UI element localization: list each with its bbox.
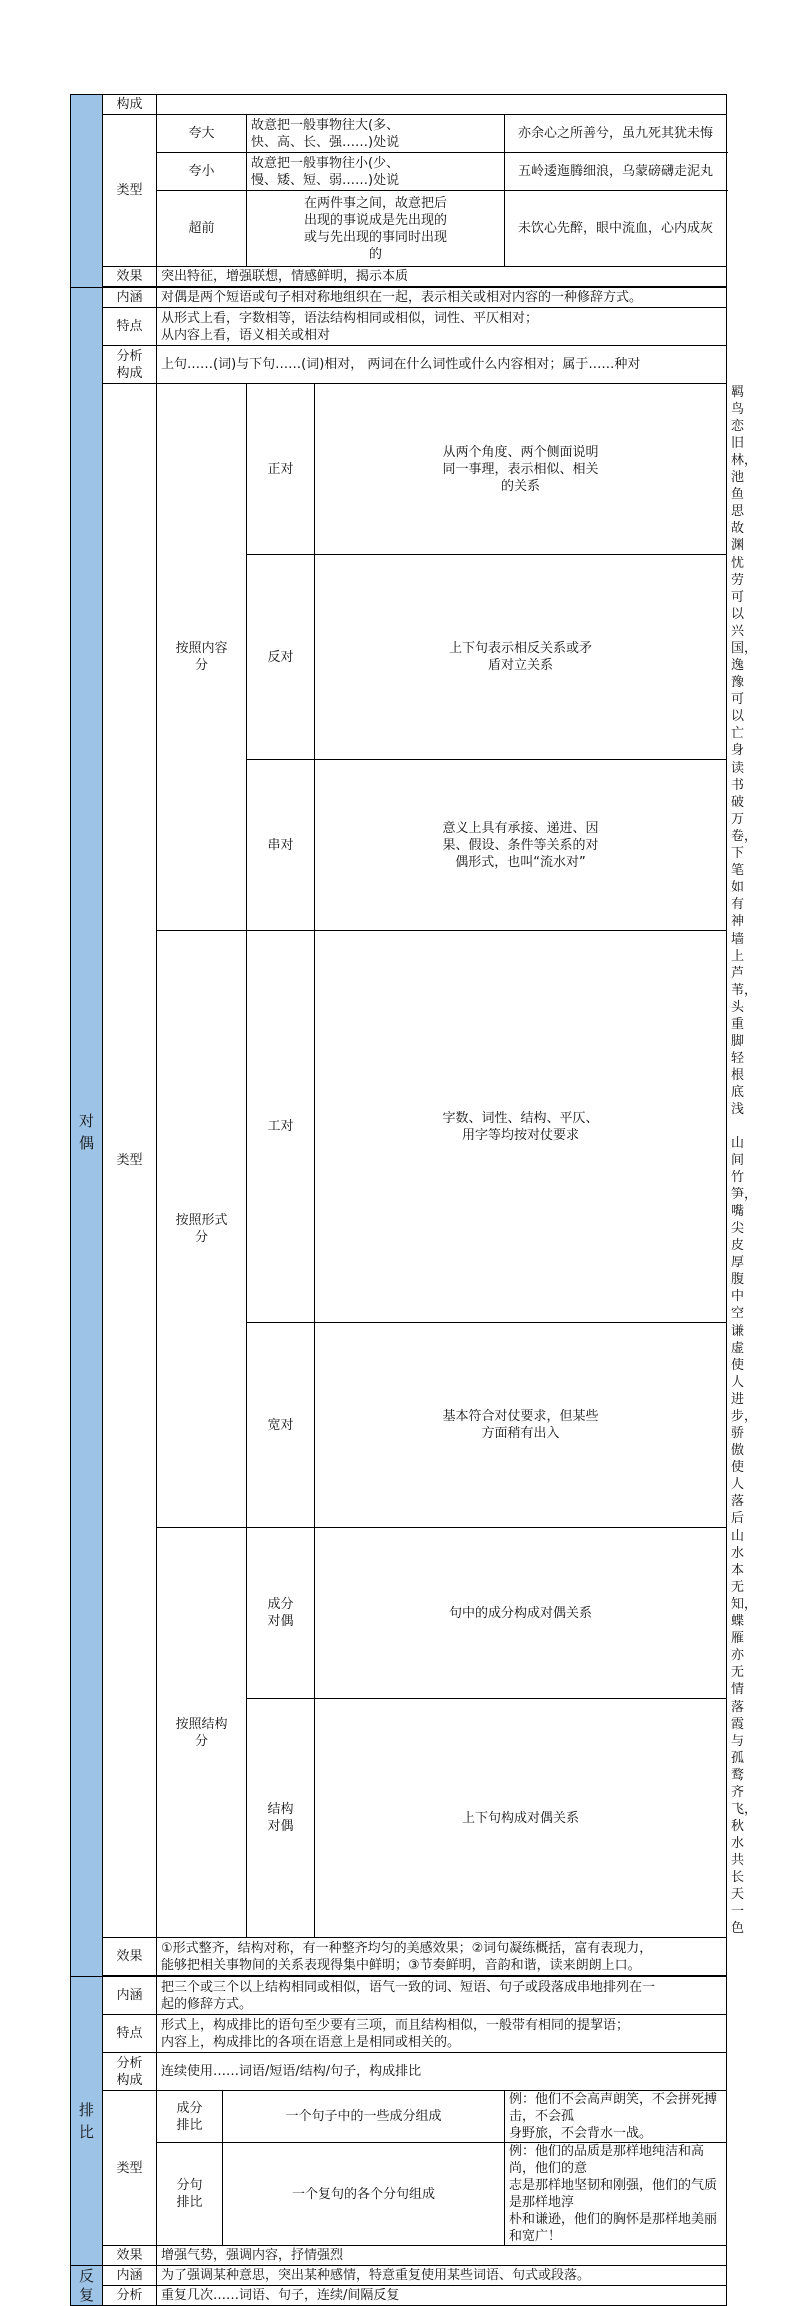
type-example: 例：他们的品质是那样地纯洁和高尚，他们的意 志是那样地坚韧和刚强，他们的气质是那样地淳 朴和谦逊，他们的胸怀是那样地美丽和宽广！ — [505, 2143, 727, 2246]
type-example: 亦余心之所善兮，虽九死其犹未悔 — [505, 115, 727, 153]
item-name: 宽对 — [247, 1323, 315, 1528]
fanfu-fenxi-label: 分析 — [103, 2286, 157, 2306]
fanfu-fenxi-row — [71, 2286, 727, 2306]
duiou-tedian-value: 从形式上看，字数相等，语法结构相同或相似，词性、平仄相对； 从内容上看，语义相关或相对 — [157, 308, 727, 346]
type-desc: 一个句子中的一些成分组成 — [223, 2091, 505, 2143]
duiou-type-row: 反对 上下句表示相反关系或矛 盾对立关系 忧劳可以兴国，逸豫可以亡身 — [71, 555, 727, 760]
paibi-leixing-label: 类型 — [103, 2091, 157, 2246]
duiou-leixing-label: 类型 — [103, 384, 157, 1938]
kuazhang-xiaoguo-label: 效果 — [103, 267, 157, 287]
paibi-tedian-row — [71, 2015, 727, 2053]
kuazhang-goucheng-value — [157, 95, 727, 115]
duiou-tedian-label: 特点 — [103, 308, 157, 346]
item-name: 反对 — [247, 555, 315, 760]
type-desc: 在两件事之间，故意把后 出现的事说成是先出现的 或与先出现的事同时出现 的 — [247, 191, 505, 267]
paibi-xiaoguo-row — [71, 2246, 727, 2266]
type-example: 五岭逶迤腾细浪，乌蒙磅礴走泥丸 — [505, 153, 727, 191]
paibi-fenxi-label: 分析 构成 — [103, 2053, 157, 2091]
paibi-tedian-value: 形式上，构成排比的语句至少要有三项，而且结构相似，一般带有相同的提挈语； 内容上，构成排比的各项在语意上是相同或相关的。 — [157, 2015, 727, 2053]
item-desc: 上下句表示相反关系或矛 盾对立关系 — [315, 555, 727, 760]
fanfu-neihan-value: 为了强调某种意思，突出某种感情，特意重复使用某些词语、句式或段落。 — [157, 2266, 727, 2286]
item-desc: 意义上具有承接、递进、因 果、假设、条件等关系的对 偶形式，也叫“流水对” — [315, 760, 727, 931]
kuazhang-type-row — [71, 153, 727, 191]
kuazhang-goucheng-row — [71, 95, 727, 115]
fanfu-neihan-label: 内涵 — [103, 2266, 157, 2286]
paibi-type-row — [71, 2091, 727, 2143]
paibi-neihan-value: 把三个或三个以上结构相同或相似，语气一致的词、短语、句子或段落成串地排列在一 起的修辞方式。 — [157, 1977, 727, 2015]
item-name: 结构 对偶 — [247, 1699, 315, 1938]
type-desc: 故意把一般事物往大(多、 快、高、长、强……)处说 — [247, 115, 505, 153]
type-name: 夸大 — [157, 115, 247, 153]
paibi-section-title: 排 比 — [71, 1977, 103, 2266]
group-name: 按照内容 分 — [157, 384, 247, 931]
duiou-fenxi-label: 分析 构成 — [103, 346, 157, 384]
duiou-xiaoguo-row — [71, 1938, 727, 1976]
duiou-fenxi-value: 上句……(词)与下句……(词)相对， 两词在什么词性或什么内容相对；属于……种对 — [157, 346, 727, 384]
duiou-neihan-row — [71, 288, 727, 308]
item-name: 串对 — [247, 760, 315, 931]
kuazhang-type-row — [71, 115, 727, 153]
type-name: 超前 — [157, 191, 247, 267]
item-name: 正对 — [247, 384, 315, 555]
paibi-neihan-row — [71, 1977, 727, 2015]
duiou-type-row: 结构 对偶 上下句构成对偶关系 落霞与孤鹜齐飞，秋水共长天一色 — [71, 1699, 727, 1938]
item-desc: 从两个角度、两个侧面说明 同一事理，表示相似、相关 的关系 — [315, 384, 727, 555]
paibi-xiaoguo-value: 增强气势，强调内容，抒情强烈 — [157, 2246, 727, 2266]
duiou-section-title: 对 偶 — [71, 288, 103, 1977]
type-example: 例：他们不会高声朗笑，不会拼死搏击，不会孤 身野旅，不会背水一战。 — [505, 2091, 727, 2143]
duiou-type-row: 按照形式 分 工对 字数、词性、结构、平仄、 用字等均按对仗要求 墙上芦苇，头重脚轻根底浅 山间竹笋，嘴尖皮厚腹中空 — [71, 931, 727, 1323]
paibi-tedian-label: 特点 — [103, 2015, 157, 2053]
kuazhang-leixing-label: 类型 — [103, 115, 157, 267]
type-name: 分句 排比 — [157, 2143, 223, 2246]
type-desc: 故意把一般事物往小(少、 慢、矮、短、弱……)处说 — [247, 153, 505, 191]
duiou-tedian-row — [71, 308, 727, 346]
item-desc: 上下句构成对偶关系 — [315, 1699, 727, 1938]
type-name: 成分 排比 — [157, 2091, 223, 2143]
item-desc: 句中的成分构成对偶关系 — [315, 1528, 727, 1699]
paibi-fenxi-row — [71, 2053, 727, 2091]
paibi-neihan-label: 内涵 — [103, 1977, 157, 2015]
duiou-neihan-value: 对偶是两个短语或句子相对称地组织在一起，表示相关或相对内容的一种修辞方式。 — [157, 288, 727, 308]
kuazhang-type-row — [71, 191, 727, 267]
paibi-fenxi-value: 连续使用……词语/短语/结构/句子，构成排比 — [157, 2053, 727, 2091]
fanfu-section-title: 反 复 — [71, 2266, 103, 2306]
paibi-xiaoguo-label: 效果 — [103, 2246, 157, 2266]
group-name: 按照形式 分 — [157, 931, 247, 1528]
kuazhang-goucheng-label: 构成 — [103, 95, 157, 115]
kuazhang-xiaoguo-value: 突出特征，增强联想，情感鲜明，揭示本质 — [157, 267, 727, 287]
rhetoric-table — [70, 94, 758, 2306]
fanfu-neihan-row — [71, 2266, 727, 2286]
duiou-type-row: 类型 按照内容 分 正对 从两个角度、两个侧面说明 同一事理，表示相似、相关 的关系 羁鸟恋旧林，池鱼思故渊 — [71, 384, 727, 555]
type-name: 夸小 — [157, 153, 247, 191]
group-name: 按照结构 分 — [157, 1528, 247, 1938]
duiou-neihan-label: 内涵 — [103, 288, 157, 308]
item-desc: 基本符合对仗要求，但某些 方面稍有出入 — [315, 1323, 727, 1528]
duiou-xiaoguo-value: ①形式整齐，结构对称，有一种整齐均匀的美感效果；②词句凝练概括，富有表现力， 能够把相关事物间的关系表现得集中鲜明；③节奏鲜明，音韵和谐，读来朗朗上口。 — [157, 1938, 727, 1976]
rhetoric-table-page — [70, 94, 758, 2306]
item-name: 成分 对偶 — [247, 1528, 315, 1699]
type-example: 未饮心先醉，眼中流血，心内成灰 — [505, 191, 727, 267]
item-desc: 字数、词性、结构、平仄、 用字等均按对仗要求 — [315, 931, 727, 1323]
item-name: 工对 — [247, 931, 315, 1323]
paibi-type-row — [71, 2143, 727, 2246]
duiou-type-row: 宽对 基本符合对仗要求，但某些 方面稍有出入 谦虚使人进步，骄傲使人落后 — [71, 1323, 727, 1528]
kuazhang-section-cell — [71, 95, 103, 288]
kuazhang-xiaoguo-row — [71, 267, 727, 287]
duiou-fenxi-row — [71, 346, 727, 384]
type-desc: 一个复句的各个分句组成 — [223, 2143, 505, 2246]
duiou-type-row: 按照结构 分 成分 对偶 句中的成分构成对偶关系 山水本无知，蝶雁亦无情 — [71, 1528, 727, 1699]
duiou-type-row: 串对 意义上具有承接、递进、因 果、假设、条件等关系的对 偶形式，也叫“流水对” 读书破万卷，下笔如有神 — [71, 760, 727, 931]
duiou-xiaoguo-label: 效果 — [103, 1938, 157, 1976]
fanfu-fenxi-value: 重复几次……词语、句子，连续/间隔反复 — [157, 2286, 727, 2306]
